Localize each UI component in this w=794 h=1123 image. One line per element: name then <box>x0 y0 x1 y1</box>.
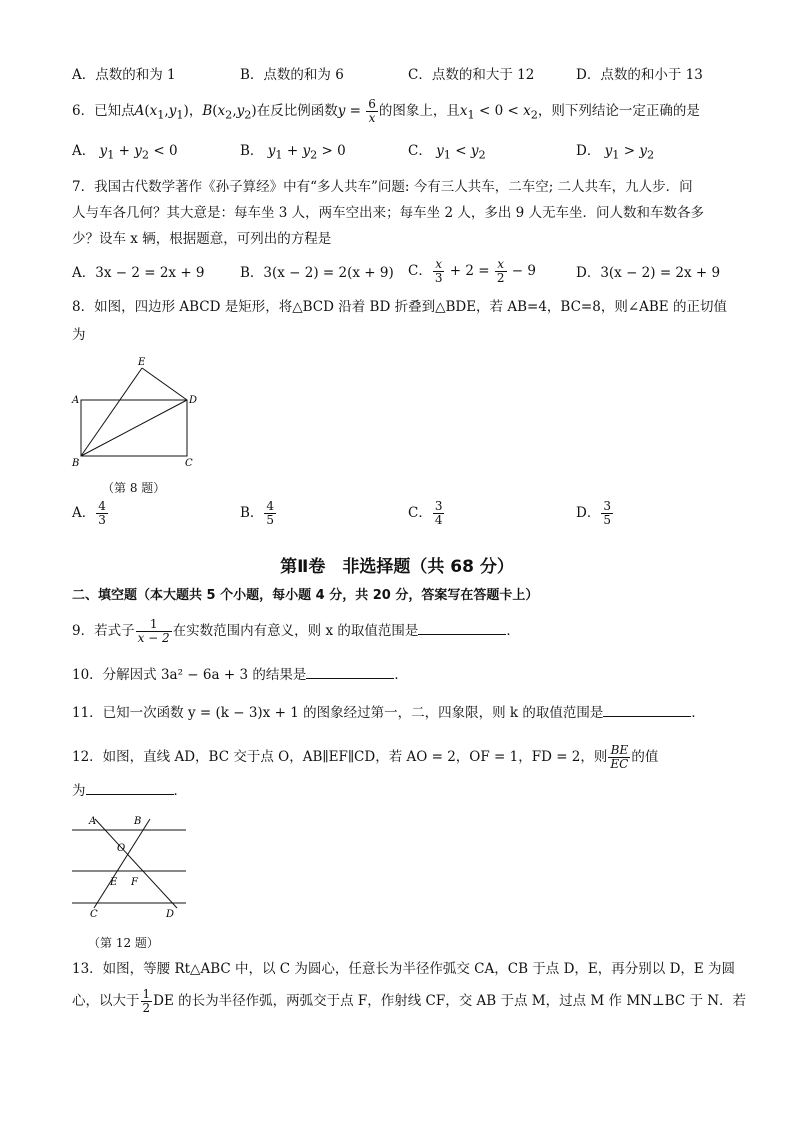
q5-option-d: D．点数的和小于 13 <box>576 67 703 83</box>
q7-option-b: B．3(x − 2) = 2(x + 9) <box>240 265 394 281</box>
q12-label-c: C <box>90 909 98 920</box>
q8-line2: 为 <box>72 327 86 343</box>
q12-label-b: B <box>134 816 142 827</box>
q12-label-e: E <box>110 877 118 888</box>
q6-option-c: C． $y_1 < y_2$ <box>408 143 486 162</box>
q6-stem: 6．已知点$A(x_1,y_1)$，$B(x_2,y_2)$在反比例函数y = $\frac{6}{x}$ 的图象上，且$x_1 < 0 < x_2$，则下列结论一定正确的是 <box>72 97 700 125</box>
q13-line2: 心，以大于 $\frac{1}{2}$ DE 的长为半径作弧，两弧交于点 F，作射线 CF，交 AB 于点 M，过点 M 作 MN⊥BC 于 N．若 <box>72 987 747 1015</box>
q12-caption: （第 12 题） <box>88 936 159 950</box>
q6-option-d: D． $y_1 > y_2$ <box>576 143 655 162</box>
q6-option-b: B． $y_1 + y_2 > 0$ <box>240 143 346 162</box>
q8-label-a: A <box>72 395 80 406</box>
q12-figure <box>68 810 190 922</box>
q9-answer-blank[interactable] <box>418 634 506 635</box>
part2-header: 二、填空题（本大题共 5 个小题，每小题 4 分，共 20 分，答案写在答题卡上） <box>72 588 539 603</box>
section-title: 第Ⅱ卷 非选择题（共 68 分） <box>280 557 514 577</box>
q12-label-d: D <box>166 909 175 920</box>
q9-stem: 9．若式子 $\frac{1}{x - 2}$ 在实数范围内有意义，则 x 的取值范围是 ． <box>72 617 520 645</box>
q8-line1: 8．如图，四边形 ABCD 是矩形，将△BCD 沿着 BD 折叠到△BDE，若 AB=4，BC=8，则∠ABE 的正切值 <box>72 299 727 315</box>
q7-option-a: A．3x − 2 = 2x + 9 <box>72 265 205 281</box>
q8-caption: （第 8 题） <box>102 481 166 495</box>
q7-line3: 少？设车 x 辆，根据题意，可列出的方程是 <box>72 231 332 247</box>
q8-figure <box>68 352 208 470</box>
q5-option-b: B．点数的和为 6 <box>240 67 344 83</box>
q10-answer-blank[interactable] <box>306 678 394 679</box>
q12-label-f: F <box>131 877 138 888</box>
q8-label-d: D <box>189 395 198 406</box>
q5-option-a: A．点数的和为 1 <box>72 67 176 83</box>
q10-stem: 10．分解因式 3a² − 6a + 3 的结果是 ． <box>72 667 408 683</box>
q13-line1: 13．如图，等腰 Rt△ABC 中，以 C 为圆心，任意长为半径作弧交 CA，CB 于点 D，E，再分别以 D，E 为圆 <box>72 961 736 977</box>
q7-line1: 7．我国古代数学著作《孙子算经》中有“多人共车”问题: 今有三人共车，二车空; 二人共车，九人步．问 <box>72 179 693 195</box>
q8-option-c: C． $\frac{3}{4}$ <box>408 499 443 527</box>
q12-line2: 为 ． <box>72 783 187 799</box>
q8-label-c: C <box>185 458 193 469</box>
q8-label-b: B <box>72 458 80 469</box>
q11-stem: 11．已知一次函数 y = (k − 3)x + 1 的图象经过第一，二，四象限，则 k 的取值范围是 ． <box>72 705 705 721</box>
q5-option-c: C．点数的和大于 12 <box>408 67 535 83</box>
q6-option-a: A． $y_1 + y_2 < 0$ <box>72 143 178 162</box>
q7-line2: 人与车各几何？其大意是：每车坐 3 人，两车空出来；每车坐 2 人，多出 9 人无车坐．问人数和车数各多 <box>72 205 705 221</box>
q12-answer-blank[interactable] <box>86 794 174 795</box>
q8-label-e: E <box>138 357 146 368</box>
q8-option-a: A． $\frac{4}{3}$ <box>72 499 106 527</box>
q7-option-c: C． $\frac{x}{3}$ + 2 = $\frac{x}{2}$ − 9 <box>408 257 536 285</box>
q7-option-d: D．3(x − 2) = 2x + 9 <box>576 265 721 281</box>
q12-label-o: O <box>117 843 126 854</box>
q11-answer-blank[interactable] <box>603 716 691 717</box>
q12-stem: 12．如图，直线 AD，BC 交于点 O，AB∥EF∥CD，若 AO = 2，OF = 1，FD = 2，则 $\frac{BE}{EC}$ 的值 <box>72 743 659 771</box>
q8-option-b: B． $\frac{4}{5}$ <box>240 499 275 527</box>
q8-option-d: D． $\frac{3}{5}$ <box>576 499 611 527</box>
q12-label-a: A <box>89 816 97 827</box>
